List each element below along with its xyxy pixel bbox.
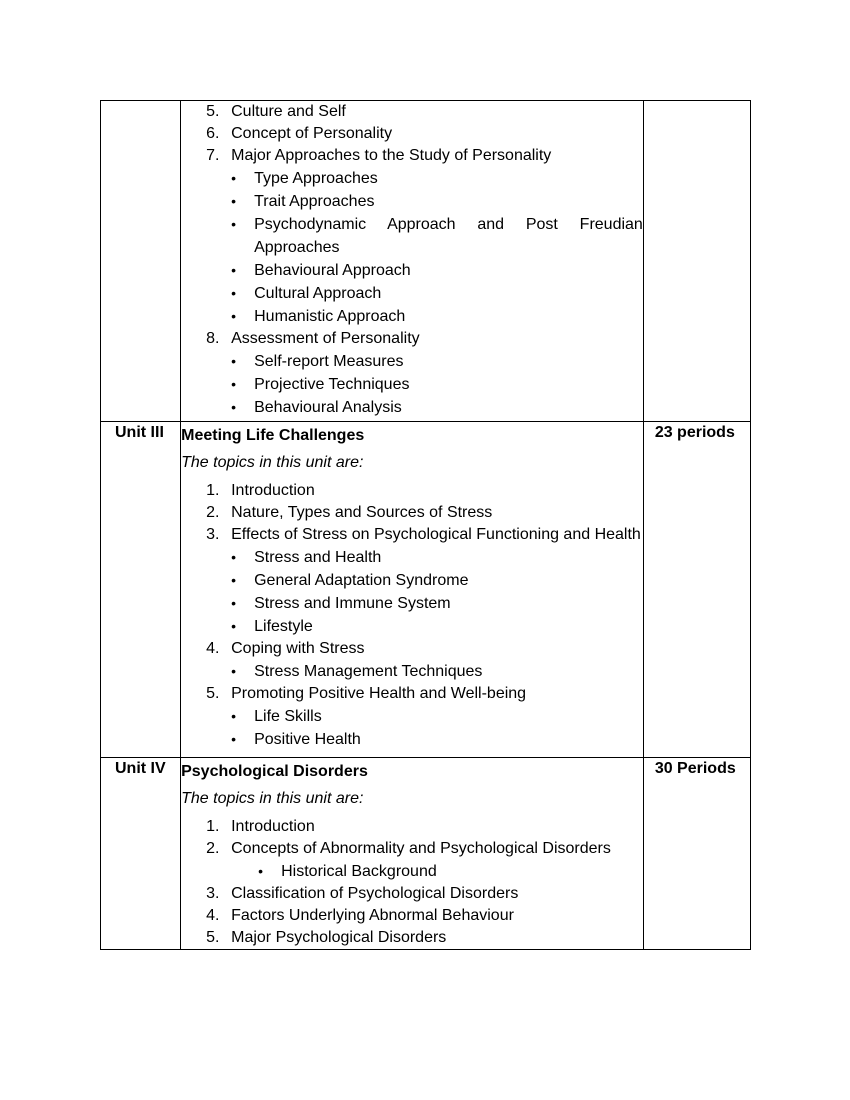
list-item: [181, 396, 643, 419]
list-item-text: Stress and Health: [254, 549, 382, 566]
list-item-text: Cultural Approach: [254, 285, 382, 302]
content-cell: [181, 758, 644, 950]
list-item: [181, 328, 643, 350]
bullet-icon: •: [231, 549, 237, 565]
list-item-text: Assessment of Personality: [231, 330, 420, 347]
bullet-icon: •: [231, 170, 237, 186]
bullet-icon: •: [231, 731, 237, 747]
unit-intro: The topics in this unit are:: [181, 790, 364, 807]
list-item-text: Coping with Stress: [231, 640, 365, 657]
list-number: 5.: [206, 929, 220, 946]
bullet-icon: •: [231, 595, 237, 611]
list-item: [181, 592, 643, 615]
list-item-text: Promoting Positive Health and Well-being: [231, 685, 527, 702]
list-number: 3.: [206, 526, 220, 543]
list-item-text: Stress and Immune System: [254, 595, 451, 612]
content-cell: [181, 422, 644, 758]
list-item-text: Concepts of Abnormality and Psychological Disorders: [231, 840, 611, 857]
list-item-text: Behavioural Analysis: [254, 399, 402, 416]
list-number: 7.: [206, 147, 220, 164]
bullet-icon: •: [231, 618, 237, 634]
list-item-text: Classification of Psychological Disorders: [231, 885, 519, 902]
list-item-text: Lifestyle: [254, 618, 313, 635]
list-item: [181, 705, 643, 728]
bullet-icon: •: [231, 193, 237, 209]
list-item-text: Psychodynamic Approach and Post Freudian Approaches: [254, 216, 643, 256]
list-item: [181, 905, 643, 927]
topic-list: [181, 816, 643, 949]
list-item: [181, 524, 643, 546]
list-number: 2.: [206, 504, 220, 521]
topic-list: [181, 480, 643, 751]
bullet-icon: •: [258, 863, 264, 879]
list-item-text: Effects of Stress on Psychological Functioning and Health: [231, 526, 641, 543]
unit-cell: [101, 422, 181, 758]
unit-label: [101, 101, 180, 103]
bullet-icon: •: [231, 376, 237, 392]
periods-cell: [643, 422, 750, 758]
unit-label: Unit IV: [115, 760, 166, 777]
bullet-icon: •: [231, 308, 237, 324]
list-item: [181, 883, 643, 905]
list-number: 4.: [206, 640, 220, 657]
bullet-icon: •: [231, 353, 237, 369]
list-item: [181, 305, 643, 328]
bullet-icon: •: [231, 285, 237, 301]
list-item-text: Introduction: [231, 818, 315, 835]
list-item: [181, 373, 643, 396]
table-row: [101, 422, 751, 758]
bullet-icon: •: [231, 708, 237, 724]
unit-label: Unit III: [115, 424, 164, 441]
list-item-text: Self-report Measures: [254, 353, 404, 370]
list-item-text: Life Skills: [254, 708, 322, 725]
bullet-icon: •: [231, 262, 237, 278]
list-item: [181, 101, 643, 123]
syllabus-table: [100, 100, 751, 950]
list-item: [181, 145, 643, 167]
list-item-text: Trait Approaches: [254, 193, 375, 210]
bullet-icon: •: [231, 399, 237, 415]
topic-list: [181, 101, 643, 419]
unit-cell: [101, 101, 181, 422]
list-item: [181, 728, 643, 751]
list-item-text: Humanistic Approach: [254, 308, 406, 325]
list-item: [181, 615, 643, 638]
list-item: [181, 123, 643, 145]
list-item-text: Concept of Personality: [231, 125, 393, 142]
table-row: [101, 101, 751, 422]
list-item: [181, 569, 643, 592]
list-item-text: Introduction: [231, 482, 315, 499]
list-item: [181, 816, 643, 838]
list-item: [181, 860, 643, 883]
list-number: 3.: [206, 885, 220, 902]
list-item-text: Stress Management Techniques: [254, 663, 483, 680]
list-number: 8.: [206, 330, 220, 347]
list-item-text: General Adaptation Syndrome: [254, 572, 469, 589]
list-number: 4.: [206, 907, 220, 924]
content-cell: [181, 101, 644, 422]
list-item: [181, 660, 643, 683]
list-item-text: Positive Health: [254, 731, 361, 748]
list-item: [181, 838, 643, 860]
list-item-text: Factors Underlying Abnormal Behaviour: [231, 907, 514, 924]
periods-label: 30 Periods: [654, 760, 736, 777]
list-item: [181, 190, 643, 213]
list-item-text: Major Approaches to the Study of Personality: [231, 147, 552, 164]
list-number: 1.: [206, 482, 220, 499]
list-item: [181, 927, 643, 949]
list-item: [181, 259, 643, 282]
list-item-text: Nature, Types and Sources of Stress: [231, 504, 493, 521]
periods-cell: [643, 101, 750, 422]
unit-title: Psychological Disorders: [181, 763, 368, 780]
bullet-icon: •: [231, 663, 237, 679]
unit-cell: [101, 758, 181, 950]
list-item: [181, 350, 643, 373]
periods-cell: [643, 758, 750, 950]
list-item: [181, 502, 643, 524]
list-item-text: Projective Techniques: [254, 376, 410, 393]
list-number: 5.: [206, 685, 220, 702]
list-item: [181, 282, 643, 305]
table-row: [101, 758, 751, 950]
list-item: [181, 480, 643, 502]
list-number: 1.: [206, 818, 220, 835]
bullet-icon: •: [231, 216, 237, 232]
list-item-text: Type Approaches: [254, 170, 378, 187]
list-item: [181, 213, 643, 259]
unit-intro: The topics in this unit are:: [181, 454, 364, 471]
unit-title: Meeting Life Challenges: [181, 427, 365, 444]
list-item-text: Culture and Self: [231, 103, 346, 120]
list-item: [181, 546, 643, 569]
periods-label: [644, 101, 750, 103]
list-item: [181, 683, 643, 705]
list-number: 2.: [206, 840, 220, 857]
list-item: [181, 638, 643, 660]
list-item-text: Historical Background: [281, 863, 437, 880]
list-item: [181, 167, 643, 190]
list-number: 5.: [206, 103, 220, 120]
list-item-text: Major Psychological Disorders: [231, 929, 447, 946]
periods-label: 23 periods: [654, 424, 735, 441]
list-number: 6.: [206, 125, 220, 142]
bullet-icon: •: [231, 572, 237, 588]
list-item-text: Behavioural Approach: [254, 262, 411, 279]
